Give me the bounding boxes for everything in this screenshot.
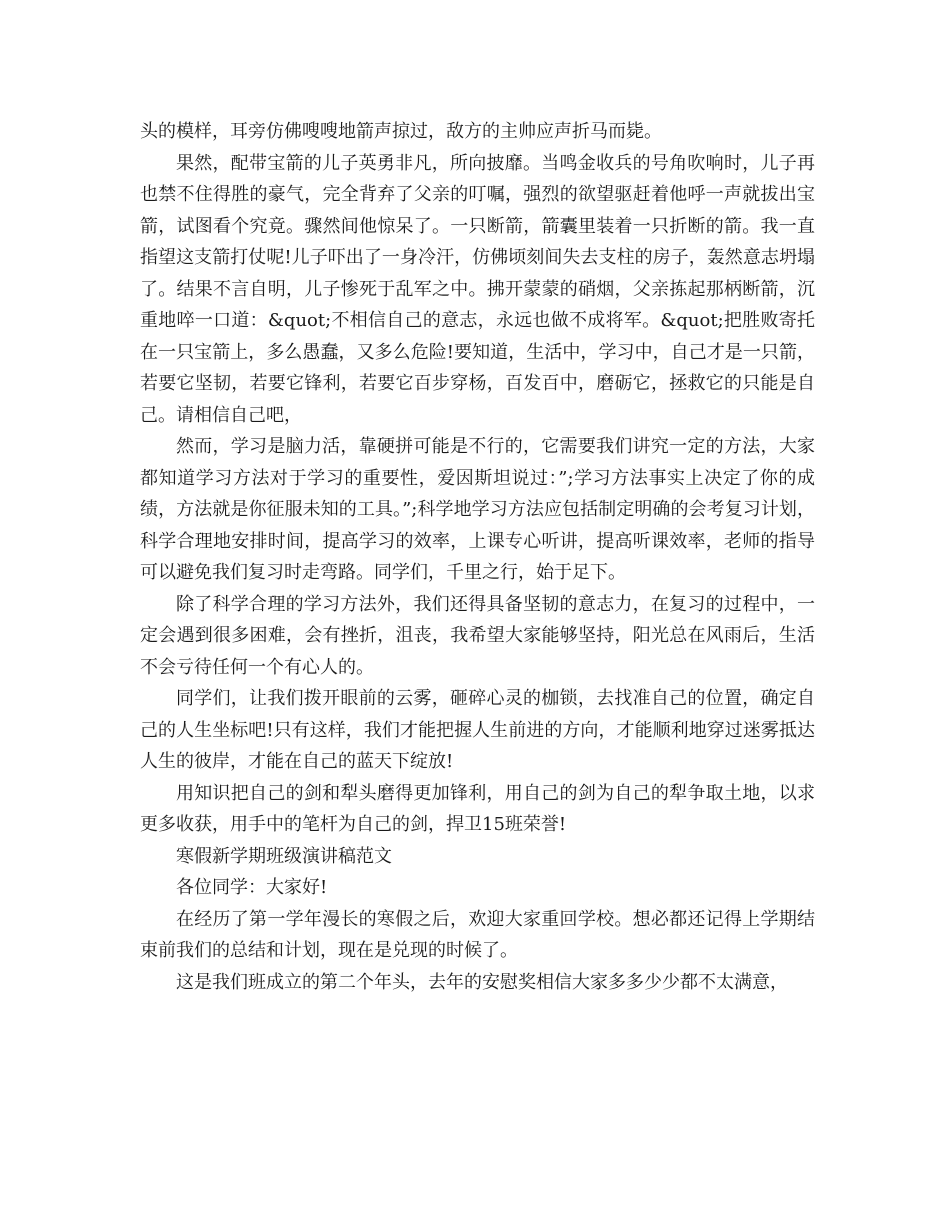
paragraph-broken-arrow-story: 果然，配带宝箭的儿子英勇非凡，所向披靡。当鸣金收兵的号角吹响时，儿子再也禁不住得胜的豪气，完全背弃了父亲的叮嘱，强烈的欲望驱赶着他呼一声就拔出宝箭，试图看个究竟。骤然间他惊呆了。一只断箭，箭囊里装着一只折断的箭。我一直指望这支箭打仗呢!儿子吓出了一身冷汗，仿佛顷刻间失去支柱的房子，轰然意志坍塌了。结果不言自明，儿子惨死于乱军之中。拂开蒙蒙的硝烟，父亲拣起那柄断箭，沉重地啐一口道：&quot;不相信自己的意志，永远也做不成将军。&quot;把胜败寄托在一只宝箭上，多么愚蠢，又多么危险!要知道，生活中，学习中，自己才是一只箭，若要它坚韧，若要它锋利，若要它百步穿杨，百发百中，磨砺它，拯救它的只能是自己。请相信自己吧，	[140, 152, 815, 426]
paragraph-class-honor: 用知识把自己的剑和犁头磨得更加锋利，用自己的剑为自己的犁争取土地，以求更多收获，用手中的笔杆为自己的剑，捍卫15班荣誉!	[140, 782, 815, 835]
paragraph-second-year: 这是我们班成立的第二个年头，去年的安慰奖相信大家多多少少都不太满意，	[176, 971, 788, 993]
paragraph-life-coordinates: 同学们，让我们拨开眼前的云雾，砸碎心灵的枷锁，去找准自己的位置，确定自己的人生坐标吧!只有这样，我们才能把握人生前进的方向，才能顺利地穿过迷雾抵达人生的彼岸，才能在自己的蓝天下绽放!	[140, 688, 815, 772]
greeting: 各位同学：大家好!	[176, 877, 328, 898]
section-heading: 寒假新学期班级演讲稿范文	[176, 845, 392, 867]
paragraph-study-methods: 然而，学习是脑力活，靠硬拼可能是不行的，它需要我们讲究一定的方法，大家都知道学习方法对于学习的重要性，爱因斯坦说过：”;学习方法事实上决定了你的成绩，方法就是你征服未知的工具。”;科学地学习方法应包括制定明确的会考复习计划，科学合理地安排时间，提高学习的效率，上课专心听讲，提高听课效率，老师的指导可以避免我们复习时走弯路。同学们，千里之行，始于足下。	[140, 436, 815, 583]
paragraph-willpower: 除了科学合理的学习方法外，我们还得具备坚韧的意志力，在复习的过程中，一定会遇到很多困难，会有挫折，沮丧，我希望大家能够坚持，阳光总在风雨后，生活不会亏待任何一个有心人的。	[140, 593, 815, 678]
paragraph-continuation: 头的模样，耳旁仿佛嗖嗖地箭声掠过，敌方的主帅应声折马而毙。	[140, 121, 662, 142]
document-body	[140, 116, 815, 998]
paragraph-welcome-back: 在经历了第一学年漫长的寒假之后，欢迎大家重回学校。想必都还记得上学期结束前我们的总结和计划，现在是兑现的时候了。	[140, 908, 815, 961]
